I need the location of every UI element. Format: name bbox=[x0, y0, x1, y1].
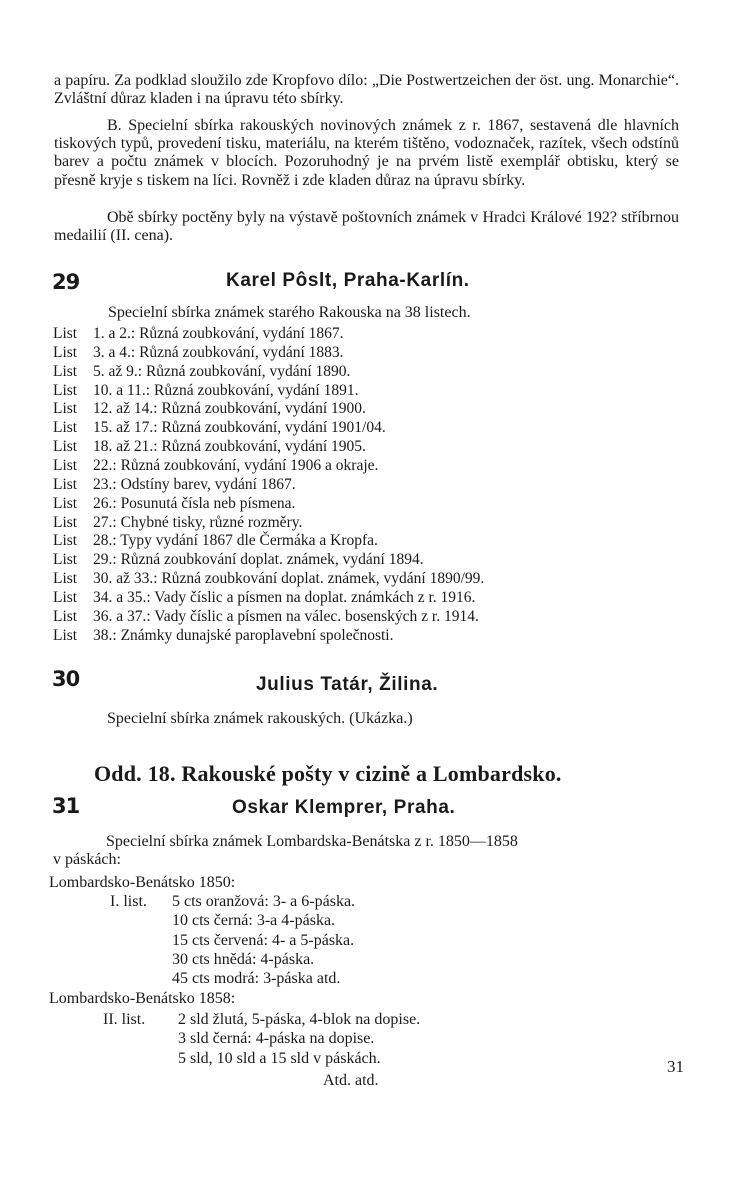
entry-30-number: 30 bbox=[52, 667, 80, 691]
stamp-item: 5 cts oranžová: 3- a 6-páska. bbox=[172, 893, 356, 910]
list-row bbox=[53, 627, 393, 645]
list-row-label: List bbox=[53, 588, 78, 606]
list-row-range: 12. až 14.: bbox=[93, 400, 158, 418]
list-row-label: List bbox=[53, 400, 78, 418]
stamp-item: 2 sld žlutá, 5-páska, 4-blok na dopise. bbox=[178, 1011, 421, 1028]
stamp-item: 45 cts modrá: 3-páska atd. bbox=[172, 970, 341, 988]
list-row-range: 5. až 9.: bbox=[93, 362, 143, 380]
list-row bbox=[53, 363, 350, 381]
list-row-text: Různá zoubkování, vydání 1891. bbox=[154, 381, 359, 399]
list-row-label: List bbox=[53, 626, 78, 644]
list-row-range: 36. a 37.: bbox=[93, 607, 151, 625]
list-row-label: List bbox=[53, 343, 78, 361]
list-row-range: 1. a 2.: bbox=[93, 325, 136, 342]
list-row-text: Různá zoubkování, vydání 1905. bbox=[161, 438, 366, 456]
list-row-range: 38.: bbox=[93, 626, 117, 644]
list-row bbox=[53, 438, 366, 456]
stamp-item: 5 sld, 10 sld a 15 sld v páskách. bbox=[178, 1049, 381, 1067]
intro-paragraph-3 bbox=[54, 209, 679, 245]
list-row-range: 3. a 4.: bbox=[93, 343, 136, 361]
list-row-text: Známky dunajské paroplavební společnosti. bbox=[120, 626, 394, 644]
list-row-label: List bbox=[53, 532, 78, 550]
list-row bbox=[53, 589, 475, 607]
list-row-label: List bbox=[53, 513, 78, 531]
list-row-text: Různá zoubkování doplat. známek, vydání 1890/99. bbox=[161, 570, 485, 588]
list-row-text: Odstíny barev, vydání 1867. bbox=[120, 475, 296, 493]
list-row-label: List bbox=[53, 438, 78, 456]
page-number: 31 bbox=[667, 1057, 684, 1076]
entry-31-description-line1: Specielní sbírka známek Lombardska-Benátska z r. 1850—1858 bbox=[106, 833, 518, 850]
list-row-label: List bbox=[53, 419, 78, 437]
entry-29-number: 29 bbox=[52, 270, 80, 294]
list-row-text: Různá zoubkování, vydání 1890. bbox=[145, 362, 351, 380]
intro-paragraph-3-text: Obě sbírky poctěny byly na výstavě poštovních známek v Hradci Králové 192? stříbrnou medailií (II. cena). bbox=[54, 209, 679, 245]
group-1858-list-label: II. list. bbox=[103, 1011, 146, 1028]
stamp-item: 15 cts červená: 4- a 5-páska. bbox=[172, 931, 355, 949]
list-row-range: 22.: bbox=[93, 456, 117, 474]
list-row-label: List bbox=[53, 494, 78, 512]
list-row bbox=[53, 495, 295, 513]
entry-31-description-line2: v páskách: bbox=[53, 851, 121, 868]
list-row bbox=[53, 325, 344, 343]
list-row-label: List bbox=[53, 551, 78, 569]
list-row bbox=[53, 382, 358, 400]
list-row-text: Různá zoubkování, vydání 1901/04. bbox=[161, 419, 386, 437]
list-row bbox=[53, 514, 302, 532]
group-1850-list-label: I. list. bbox=[110, 893, 147, 910]
list-row-label: List bbox=[53, 570, 78, 588]
list-row bbox=[53, 608, 479, 626]
list-row-text: Chybné tisky, různé rozměry. bbox=[120, 513, 303, 531]
list-row-text: Posunutá čísla neb písmena. bbox=[120, 494, 296, 512]
list-row-range: 15. až 17.: bbox=[93, 419, 158, 437]
entry-30-description: Specielní sbírka známek rakouských. (Ukázka.) bbox=[107, 710, 413, 727]
intro-paragraph-2-text: B. Specielní sbírka rakouských novinových známek z r. 1867, sestavená dle hlavních tiskových typů, provedení tisku, materiálu, na kterém tištěno, vodoznaček, razítek, všech odstínů barev a počtu známek v blocích. Pozoruhodný je na prvém listě exemplář obtisku, který se přesně kryje s tiskem na líci. Rovněž i zde kladen důraz na úpravu sbírky. bbox=[54, 117, 679, 189]
list-row-label: List bbox=[53, 362, 78, 380]
intro-paragraph-2 bbox=[54, 117, 679, 190]
entry-31-number: 31 bbox=[52, 794, 80, 818]
list-row-label: List bbox=[53, 325, 78, 342]
list-row bbox=[53, 551, 424, 569]
intro-paragraph-1 bbox=[54, 72, 679, 108]
list-row-label: List bbox=[53, 381, 78, 399]
list-row-text: Různá zoubkování, vydání 1883. bbox=[139, 343, 344, 361]
list-row-text: Různá zoubkování, vydání 1906 a okraje. bbox=[120, 456, 379, 474]
entry-29-owner: Karel Pôslt, Praha-Karlín. bbox=[226, 270, 470, 291]
list-row-label: List bbox=[53, 607, 78, 625]
stamp-item: 3 sld černá: 4-páska na dopise. bbox=[178, 1030, 375, 1048]
list-row bbox=[53, 419, 386, 437]
list-row-range: 27.: bbox=[93, 513, 117, 531]
entry-30-owner: Julius Tatár, Žilina. bbox=[256, 674, 439, 695]
entry-31-owner: Oskar Klemprer, Praha. bbox=[232, 797, 456, 818]
list-row-text: Různá zoubkování doplat. známek, vydání 1894. bbox=[120, 551, 424, 569]
list-row-text: Vady číslic a písmen na válec. bosenských z r. 1914. bbox=[154, 607, 479, 625]
list-row bbox=[53, 532, 378, 550]
intro-paragraph-1-text: a papíru. Za podklad sloužilo zde Kropfovo dílo: „Die Postwertzeichen der öst. ung. Monarchie“. Zvláštní důraz kladen i na úpravu této sbírky. bbox=[54, 72, 679, 108]
list-row-range: 30. až 33.: bbox=[93, 570, 158, 588]
list-row-text: Typy vydání 1867 dle Čermáka a Kropfa. bbox=[120, 532, 378, 550]
entry-29-description: Specielní sbírka známek starého Rakouska na 38 listech. bbox=[108, 304, 471, 321]
list-row-range: 26.: bbox=[93, 494, 117, 512]
list-row bbox=[53, 476, 296, 494]
list-row-text: Vady číslic a písmen na doplat. známkách z r. 1916. bbox=[154, 588, 476, 606]
list-row-label: List bbox=[53, 456, 78, 474]
list-row-range: 23.: bbox=[93, 475, 117, 493]
group-1858-title: Lombardsko-Benátsko 1858: bbox=[49, 990, 236, 1007]
section-heading: Odd. 18. Rakouské pošty v cizině a Lombardsko. bbox=[94, 761, 562, 786]
list-row-range: 29.: bbox=[93, 551, 117, 569]
list-row bbox=[53, 344, 344, 362]
closing-text: Atd. atd. bbox=[323, 1072, 379, 1089]
list-row bbox=[53, 570, 484, 588]
list-row-range: 18. až 21.: bbox=[93, 438, 158, 456]
stamp-item: 10 cts černá: 3-a 4-páska. bbox=[172, 912, 336, 930]
list-row-text: Různá zoubkování, vydání 1900. bbox=[161, 400, 366, 418]
group-1850-title: Lombardsko-Benátsko 1850: bbox=[49, 874, 236, 891]
list-row-text: Různá zoubkování, vydání 1867. bbox=[139, 325, 344, 342]
stamp-item: 30 cts hnědá: 4-páska. bbox=[172, 950, 315, 968]
list-row-range: 34. a 35.: bbox=[93, 588, 151, 606]
list-row bbox=[53, 457, 378, 475]
list-row-label: List bbox=[53, 475, 78, 493]
list-row bbox=[53, 400, 366, 418]
list-row-range: 10. a 11.: bbox=[93, 381, 151, 399]
list-row-range: 28.: bbox=[93, 532, 117, 550]
